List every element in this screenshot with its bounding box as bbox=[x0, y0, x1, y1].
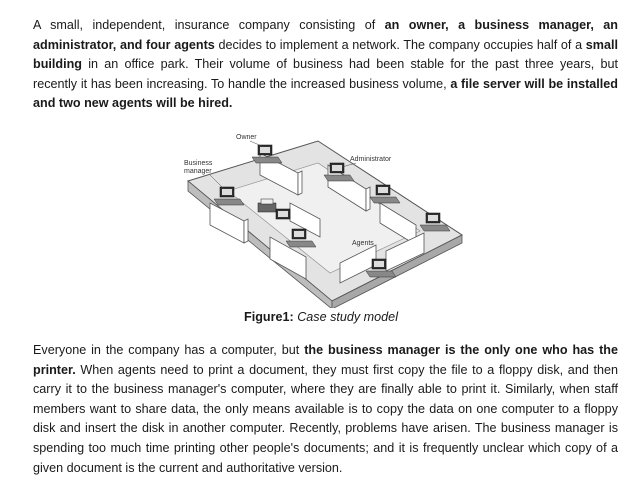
administrator-label: Administrator bbox=[350, 156, 392, 163]
intro-paragraph bbox=[33, 16, 618, 114]
bold-run: the business manager is the only one who has the printer. bbox=[33, 343, 618, 377]
caption-label: Figure1: bbox=[244, 310, 294, 324]
text-run: Everyone in the company has a computer, but bbox=[33, 343, 305, 357]
figure-caption bbox=[0, 309, 642, 325]
text-run: When agents need to print a document, they must first copy the file to a floppy disk, and then carry it to the business manager's computer, where they are finally able to print it. Similarly, when staff members want to share data, the only means available is to copy the data on one computer to a floppy disk and insert the disk in another computer. Recently, problems have arisen. The business manager is spending too much time printing other people's documents; and it is frequently unclear which copy of a given document is the current and authoritative version. bbox=[33, 362, 618, 475]
caption-text: Case study model bbox=[297, 310, 398, 324]
owner-label: Owner bbox=[236, 134, 257, 141]
business-manager-label-line2: manager bbox=[184, 168, 212, 175]
bold-run: an owner, a business manager, an administrator, and four agents bbox=[33, 18, 618, 52]
bold-run: small building bbox=[33, 37, 618, 72]
bold-run: a file server will be installed and two new agents will be hired. bbox=[33, 76, 618, 111]
body-paragraph bbox=[33, 341, 618, 478]
case-study-figure bbox=[180, 133, 470, 308]
text-run: in an office park. Their volume of business had been stable for the past three years, but recently it has been increasing. To handle the increased business volume, bbox=[33, 57, 618, 91]
text-run: decides to implement a network. The company occupies half of a bbox=[214, 37, 586, 52]
text-run: A small, independent, insurance company consisting of bbox=[33, 18, 385, 32]
office-floorplan-illustration bbox=[180, 133, 470, 308]
business-manager-label-line1: Business bbox=[184, 160, 213, 167]
agents-label: Agents bbox=[352, 240, 374, 247]
